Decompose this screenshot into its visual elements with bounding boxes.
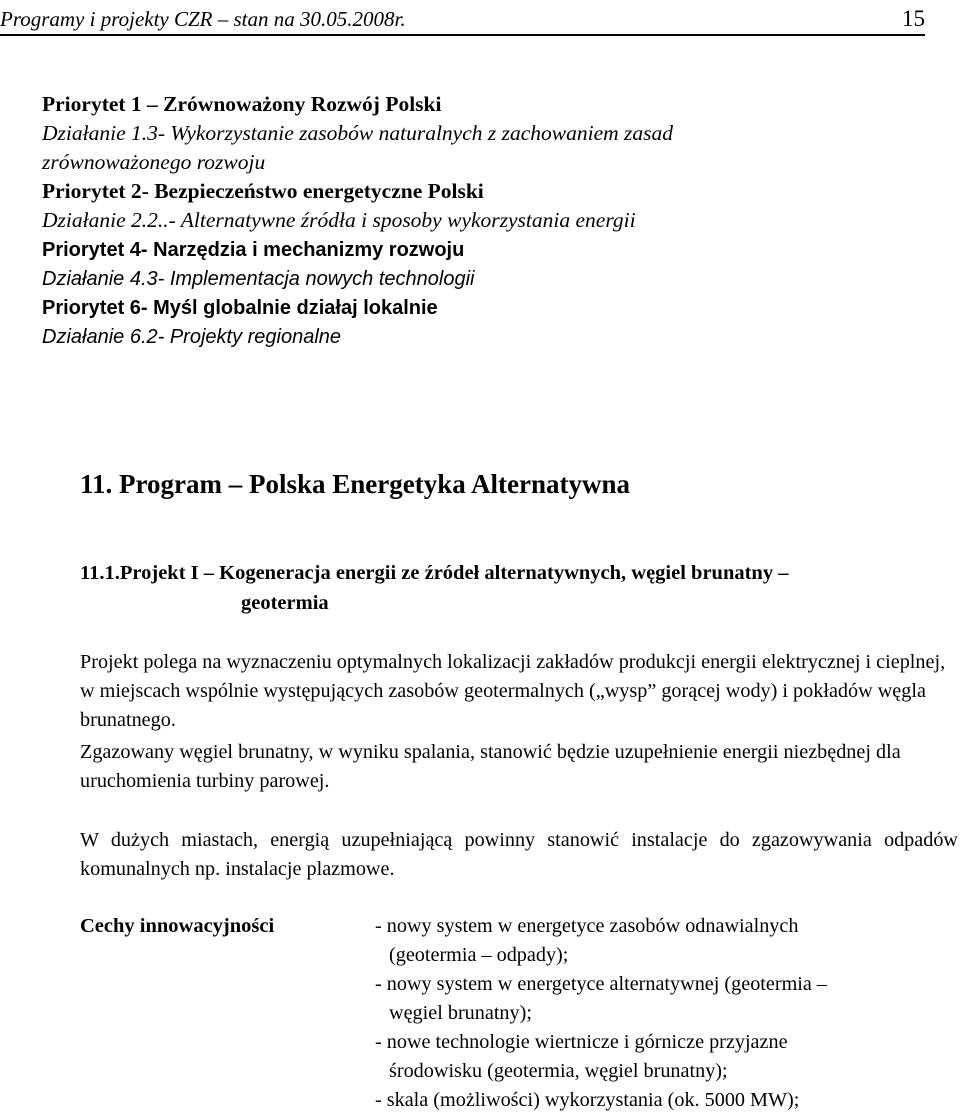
list-item-line: - nowy system w energetyce zasobów odnawialnych [375, 915, 799, 937]
priority-line: Priorytet 6- Myśl globalnie działaj lokalnie [42, 297, 438, 319]
list-item-line: węgiel brunatny); [389, 1002, 532, 1024]
priority-line: zrównoważonego rozwoju [42, 150, 266, 174]
list-item [375, 970, 955, 1028]
list-item-line: - nowy system w energetyce alternatywnej (geotermia – [375, 973, 828, 995]
subsection-heading [80, 558, 960, 618]
subsection-heading-line1: 11.1.Projekt I – Kogeneracja energii ze źródeł alternatywnych, węgiel brunatny – [80, 562, 789, 584]
page-number: 15 [902, 6, 925, 31]
list-item-line: - skala (możliwości) wykorzystania (ok. 5000 MW); [375, 1089, 800, 1111]
priority-line: Działanie 1.3- Wykorzystanie zasobów naturalnych z zachowaniem zasad [42, 121, 674, 145]
section-heading: 11. Program – Polska Energetyka Alternatywna [80, 469, 630, 499]
priority-line: Priorytet 2- Bezpieczeństwo energetyczne Polski [42, 179, 484, 203]
list-item-line: (geotermia – odpady); [389, 944, 569, 966]
innovation-list [375, 912, 955, 1115]
priority-list [42, 90, 942, 351]
paragraph: W dużych miastach, energią uzupełniającą powinny stanowić instalacje do zgazowywania odpadów komunalnych np. instalacje plazmowe. [80, 829, 958, 880]
paragraph: Zgazowany węgiel brunatny, w wyniku spalania, stanowić będzie uzupełnienie energii niezbędnej dla uruchomienia turbiny parowej. [80, 741, 901, 792]
priority-line: Priorytet 1 – Zrównoważony Rozwój Polski [42, 92, 442, 116]
priority-line: Działanie 2.2..- Alternatywne źródła i sposoby wykorzystania energii [42, 208, 636, 232]
page-header [0, 4, 925, 36]
innovation-label: Cechy innowacyjności [80, 915, 275, 937]
list-item-line: środowisku (geotermia, węgiel brunatny); [389, 1060, 728, 1082]
priority-line: Działanie 4.3- Implementacja nowych technologii [42, 268, 475, 290]
paragraph: Projekt polega na wyznaczeniu optymalnych lokalizacji zakładów produkcji energii elektrycznej i cieplnej, w miejscach wspólnie występujących zasobów geotermalnych („wysp” gorącej wody) i pokładów węgla brunatnego. [80, 651, 946, 731]
list-item-line: - nowe technologie wiertnicze i górnicze przyjazne [375, 1031, 788, 1053]
list-item [375, 912, 955, 970]
list-item [375, 1086, 955, 1115]
priority-line: Działanie 6.2- Projekty regionalne [42, 326, 342, 348]
priority-line: Priorytet 4- Narzędzia i mechanizmy rozwoju [42, 239, 465, 261]
subsection-heading-line2: geotermia [241, 592, 329, 614]
header-title: Programy i projekty CZR – stan na 30.05.2008r. [0, 7, 406, 31]
list-item [375, 1028, 955, 1086]
